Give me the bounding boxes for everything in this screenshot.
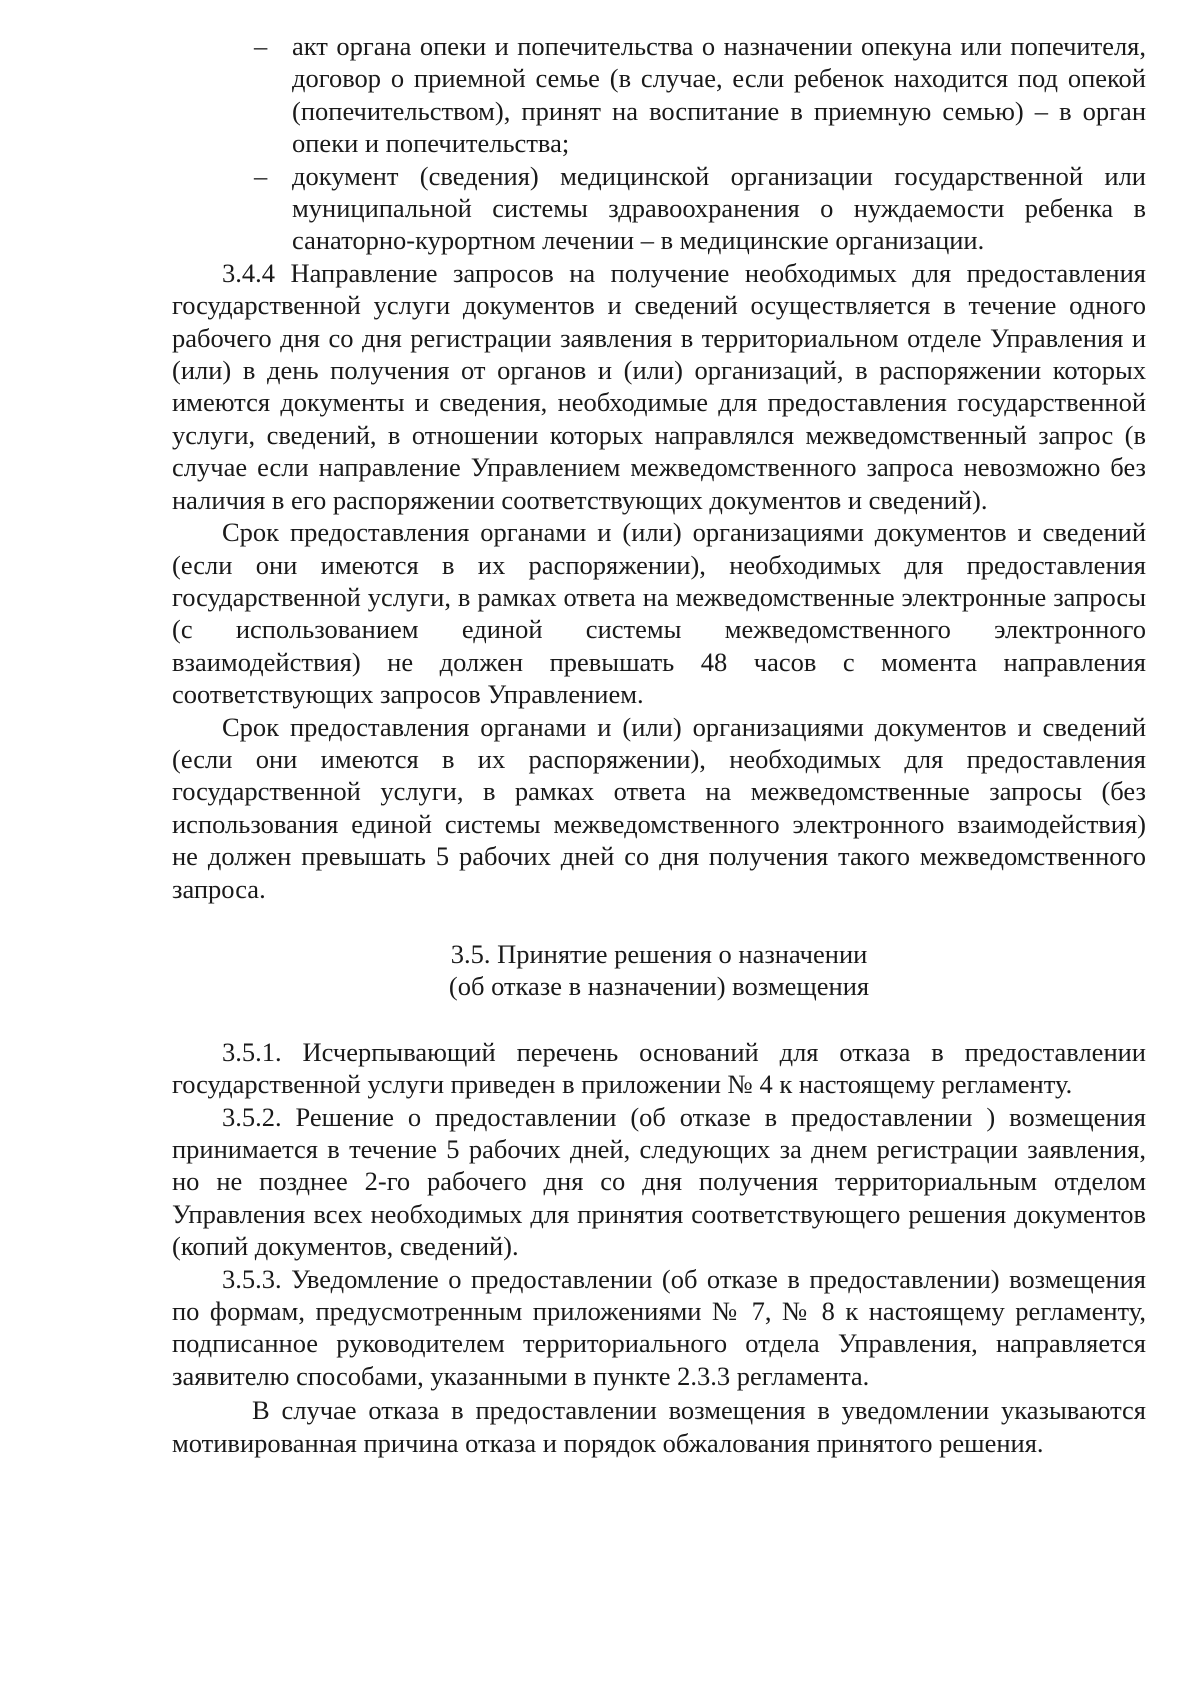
section-heading-line-1: 3.5. Принятие решения о назначении bbox=[450, 938, 868, 969]
list-item-text: акт органа опеки и попечительства о назначении опекуна или попечителя, договор о приемной семье (в случае, если ребенок находится под опекой (попечительством), принят на воспитание в приемную семью) – в орган опеки и попечительства; bbox=[292, 31, 1146, 159]
paragraph-3-5-3: 3.5.3. Уведомление о предоставлении (об отказе в предоставлении) возмещения по формам, предусмотренным приложениями № 7, № 8 к настоящему регламенту, подписанное руководителем территориального отдела Управления, направляется заявителю способами, указанными в пункте 2.3.3 регламента. bbox=[172, 1263, 1146, 1391]
paragraph-non-electronic-requests: Срок предоставления органами и (или) организациями документов и сведений (если они имеются в их распоряжении), необходимых для предоставления государственной услуги, в рамках ответа на межведомственные запросы (без использования единой системы межведомственного электронного взаимодействия) не должен превышать 5 рабочих дней со дня получения такого межведомственного запроса. bbox=[172, 711, 1146, 904]
dash-bullet: – bbox=[254, 160, 268, 191]
list-item-text: документ (сведения) медицинской организации государственной или муниципальной системы здравоохранения о нуждаемости ребенка в санаторно-курортном лечении – в медицинские организации. bbox=[292, 160, 1146, 256]
document-page bbox=[172, 30, 1146, 1459]
dash-bullet: – bbox=[254, 31, 268, 61]
paragraph-3-4-4: 3.4.4 Направление запросов на получение необходимых для предоставления государственной услуги документов и сведений осуществляется в течение одного рабочего дня со дня регистрации заявления в территориальном отделе Управления и (или) в день получения от органов и (или) организаций, в распоряжении которых имеются документы и сведения, необходимые для предоставления государственной услуги, сведений, в отношении которых направлялся межведомственный запрос (в случае если направление Управлением межведомственного запроса невозможно без наличия в его распоряжении соответствующих документов и сведений). bbox=[172, 257, 1146, 515]
paragraph-electronic-requests: Срок предоставления органами и (или) организациями документов и сведений (если они имеются в их распоряжении), необходимых для предоставления государственной услуги, в рамках ответа на межведомственные электронные запросы (с использованием единой системы межведомственного электронного взаимодействия) не должен превышать 48 часов с момента направления соответствующих запросов Управлением. bbox=[172, 517, 1146, 710]
paragraph-3-5-2: 3.5.2. Решение о предоставлении (об отказе в предоставлении ) возмещения принимается в течение 5 рабочих дней, следующих за днем регистрации заявления, но не позднее 2-го рабочего дня со дня получения территориальным отделом Управления всех необходимых для принятия соответствующего решения документов (копий документов, сведений). bbox=[172, 1101, 1146, 1262]
paragraph-3-5-1: 3.5.1. Исчерпывающий перечень оснований для отказа в предоставлении государственной услуги приведен в приложении № 4 к настоящему регламенту. bbox=[172, 1036, 1146, 1100]
section-heading-line-2: (об отказе в назначении) возмещения bbox=[448, 971, 870, 1002]
list-item bbox=[172, 30, 1146, 160]
list-item bbox=[172, 160, 1146, 257]
paragraph-refusal-notice: В случае отказа в предоставлении возмещения в уведомлении указываются мотивированная причина отказа и порядок обжалования принятого решения. bbox=[172, 1395, 1146, 1458]
